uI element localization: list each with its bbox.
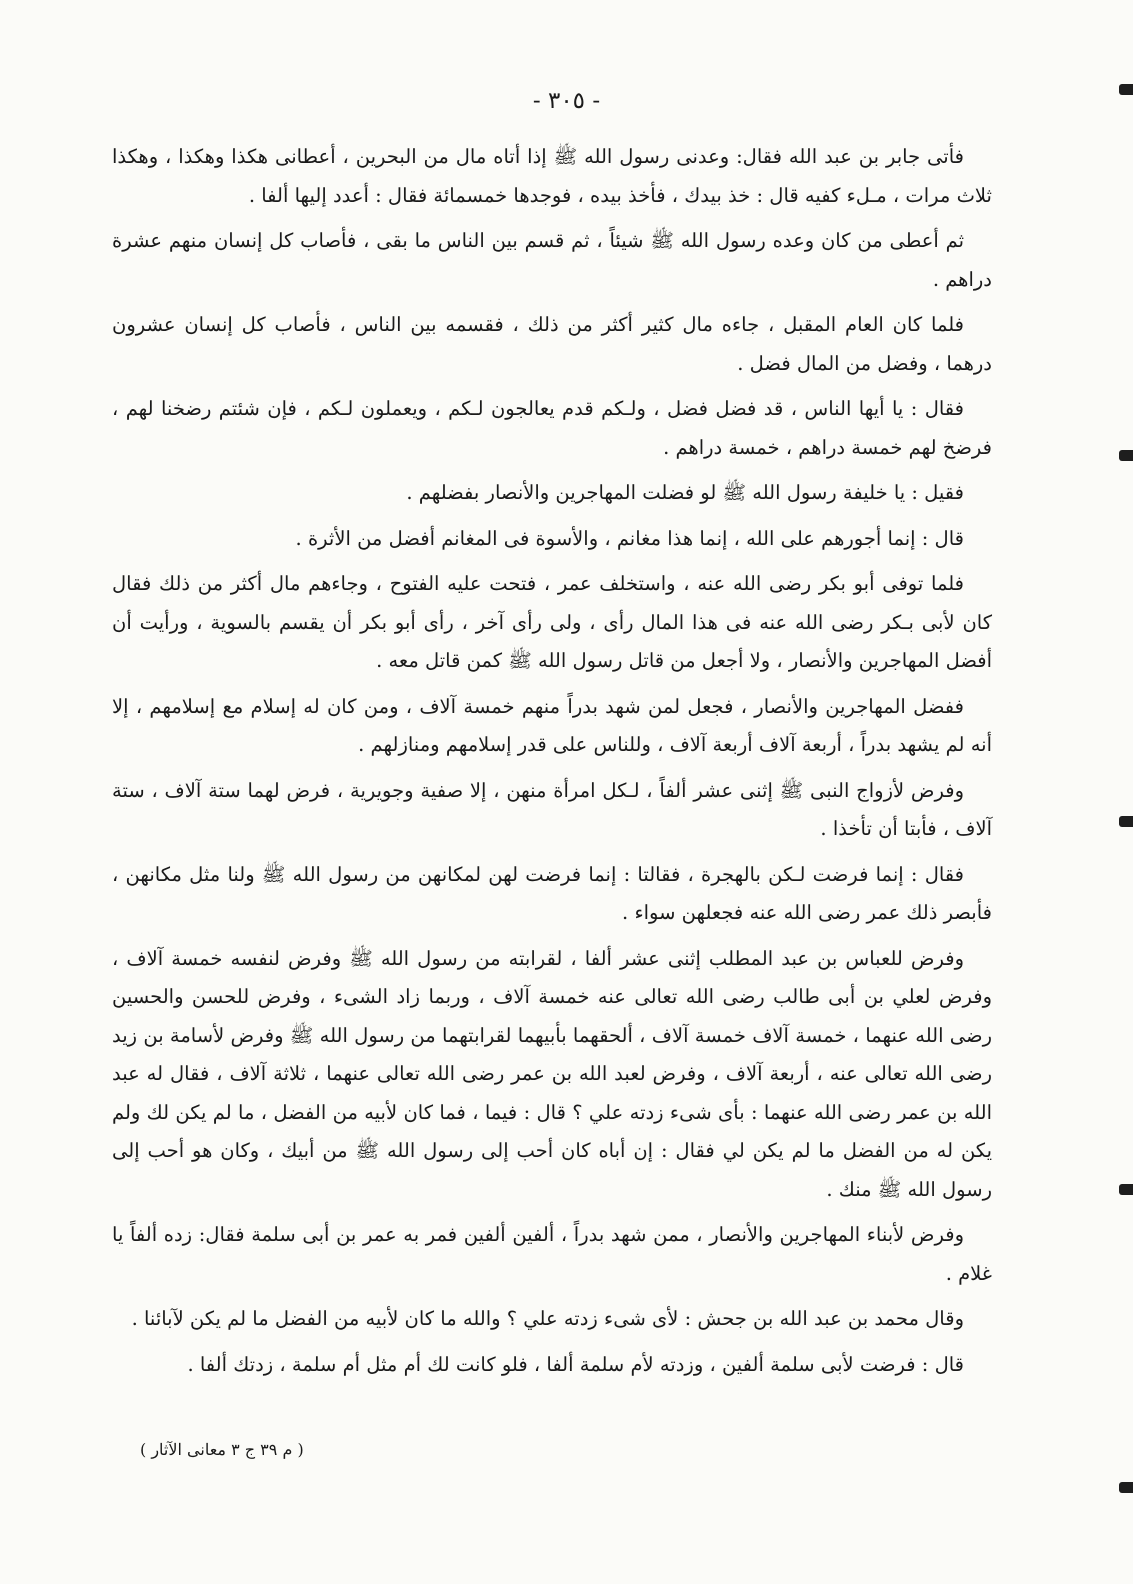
paragraph-8: ففضل المهاجرين والأنصار ، فجعل لمن شهد بدراً منهم خمسة آلاف ، ومن كان له إسلام مع إسلامهم ، إلا أنه لم يشهد بدراً ، أربعة آلاف أربعة آلاف ، وللناس على قدر إسلامهم ومنازلهم . (112, 694, 992, 756)
scan-edge-mark (1119, 816, 1133, 827)
paragraph-5: فقيل : يا خليفة رسول الله ﷺ لو فضلت المهاجرين والأنصار بفضلهم . (406, 481, 964, 504)
paragraph-13: وقال محمد بن عبد الله بن جحش : لأى شىء زدته علي ؟ والله ما كان لأبيه من الفضل ما لم يكن لآبائنا . (131, 1307, 964, 1330)
scan-edge-mark (1119, 1482, 1133, 1493)
paragraph-6: قال : إنما أجورهم على الله ، إنما هذا مغانم ، والأسوة فى المغانم أفضل من الأثرة . (295, 526, 964, 550)
paragraph-2: ثم أعطى من كان وعده رسول الله ﷺ شيئاً ، ثم قسم بين الناس ما بقى ، فأصاب كل إنسان منهم عشرة دراهم . (112, 229, 992, 291)
scan-edge-mark (1119, 450, 1133, 461)
scan-edge-mark (1119, 1184, 1133, 1195)
paragraph-11: وفرض للعباس بن عبد المطلب إثنى عشر ألفا ، لقرابته من رسول الله ﷺ وفرض لنفسه خمسة آلاف ، وفرض لعلي بن أبى طالب رضى الله تعالى عنه خمسة آلاف ، وربما زاد الشىء ، وفرض للحسن والحسين رضى الله عنهما ، خمسة آلاف خمسة آلاف ، ألحقهما بأبيهما لقرابتهما من رسول الله ﷺ وفرض لأسامة بن زيد رضى الله تعالى عنه ، أربعة آلاف ، وفرض لعبد الله بن عمر رضى الله تعالى عنهما ، ثلاثة آلاف ، فقال له عبد الله بن عمر رضى الله عنهما : بأى شىء زدته علي ؟ قال : فيما ، فما كان لأبيه من الفضل ، ما لم يكن لك ولم يكن له من الفضل ما لم يكن لي فقال : إن أباه كان أحب إلى رسول الله ﷺ من أبيك ، وكان هو أحب إلى رسول الله ﷺ منك . (112, 946, 992, 1201)
paragraph-10: فقال : إنما فرضت لـكن بالهجرة ، فقالتا : إنما فرضت لهن لمكانهن من رسول الله ﷺ ولنا مثل مكانهن ، فأبصر ذلك عمر رضى الله عنه فجعلهن سواء . (112, 862, 992, 924)
paragraph-4: فقال : يا أيها الناس ، قد فضل فضل ، ولـكم قدم يعالجون لـكم ، ويعملون لـكم ، فإن شئتم رضخنا لهم ، فرضخ لهم خمسة دراهم ، خمسة دراهم . (112, 397, 992, 459)
paragraph-9: وفرض لأزواج النبى ﷺ إثنى عشر ألفاً ، لـكل امرأة منهن ، إلا صفية وجويرية ، فرض لهما ستة آلاف ، ستة آلاف ، فأبتا أن تأخذا . (112, 778, 992, 840)
paragraph-1: فأتى جابر بن عبد الله فقال: وعدنى رسول الله ﷺ إذا أتاه مال من البحرين ، أعطانى هكذا وهكذا ، وهكذا ثلاث مرات ، مـلء كفيه قال : خذ بيدك ، فأخذ بيده ، فوجدها خمسمائة فقال : أعدد إليها ألفا . (112, 145, 992, 207)
paragraph-3: فلما كان العام المقبل ، جاءه مال كثير أكثر من ذلك ، فقسمه بين الناس ، فأصاب كل إنسان عشرون درهما ، وفضل من المال فضل . (112, 313, 992, 375)
body-text (112, 138, 992, 1391)
scan-edge-mark (1119, 84, 1133, 95)
paragraph-14: قال : فرضت لأبى سلمة ألفين ، وزدته لأم سلمة ألفا ، فلو كانت لك أم مثل أم سلمة ، زدتك ألفا . (187, 1352, 964, 1376)
footer-note: ( م ٣٩ ج ٣ معانى الآثار ) (140, 1440, 304, 1459)
page-number: - ٣٠٥ - (532, 88, 601, 114)
paragraph-12: وفرض لأبناء المهاجرين والأنصار ، ممن شهد بدراً ، ألفين ألفين فمر به عمر بن أبى سلمة فقال: زده ألفاً يا غلام . (112, 1223, 992, 1285)
paragraph-7: فلما توفى أبو بكر رضى الله عنه ، واستخلف عمر ، فتحت عليه الفتوح ، وجاءهم مال أكثر من ذلك فقال كان لأبى بـكر رضى الله عنه فى هذا المال رأى ، ولى رأى آخر ، رأى أبو بكر أن يقسم بالسوية ، ورأيت أن أفضل المهاجرين والأنصار ، ولا أجعل من قاتل رسول الله ﷺ كمن قاتل معه . (112, 572, 992, 672)
